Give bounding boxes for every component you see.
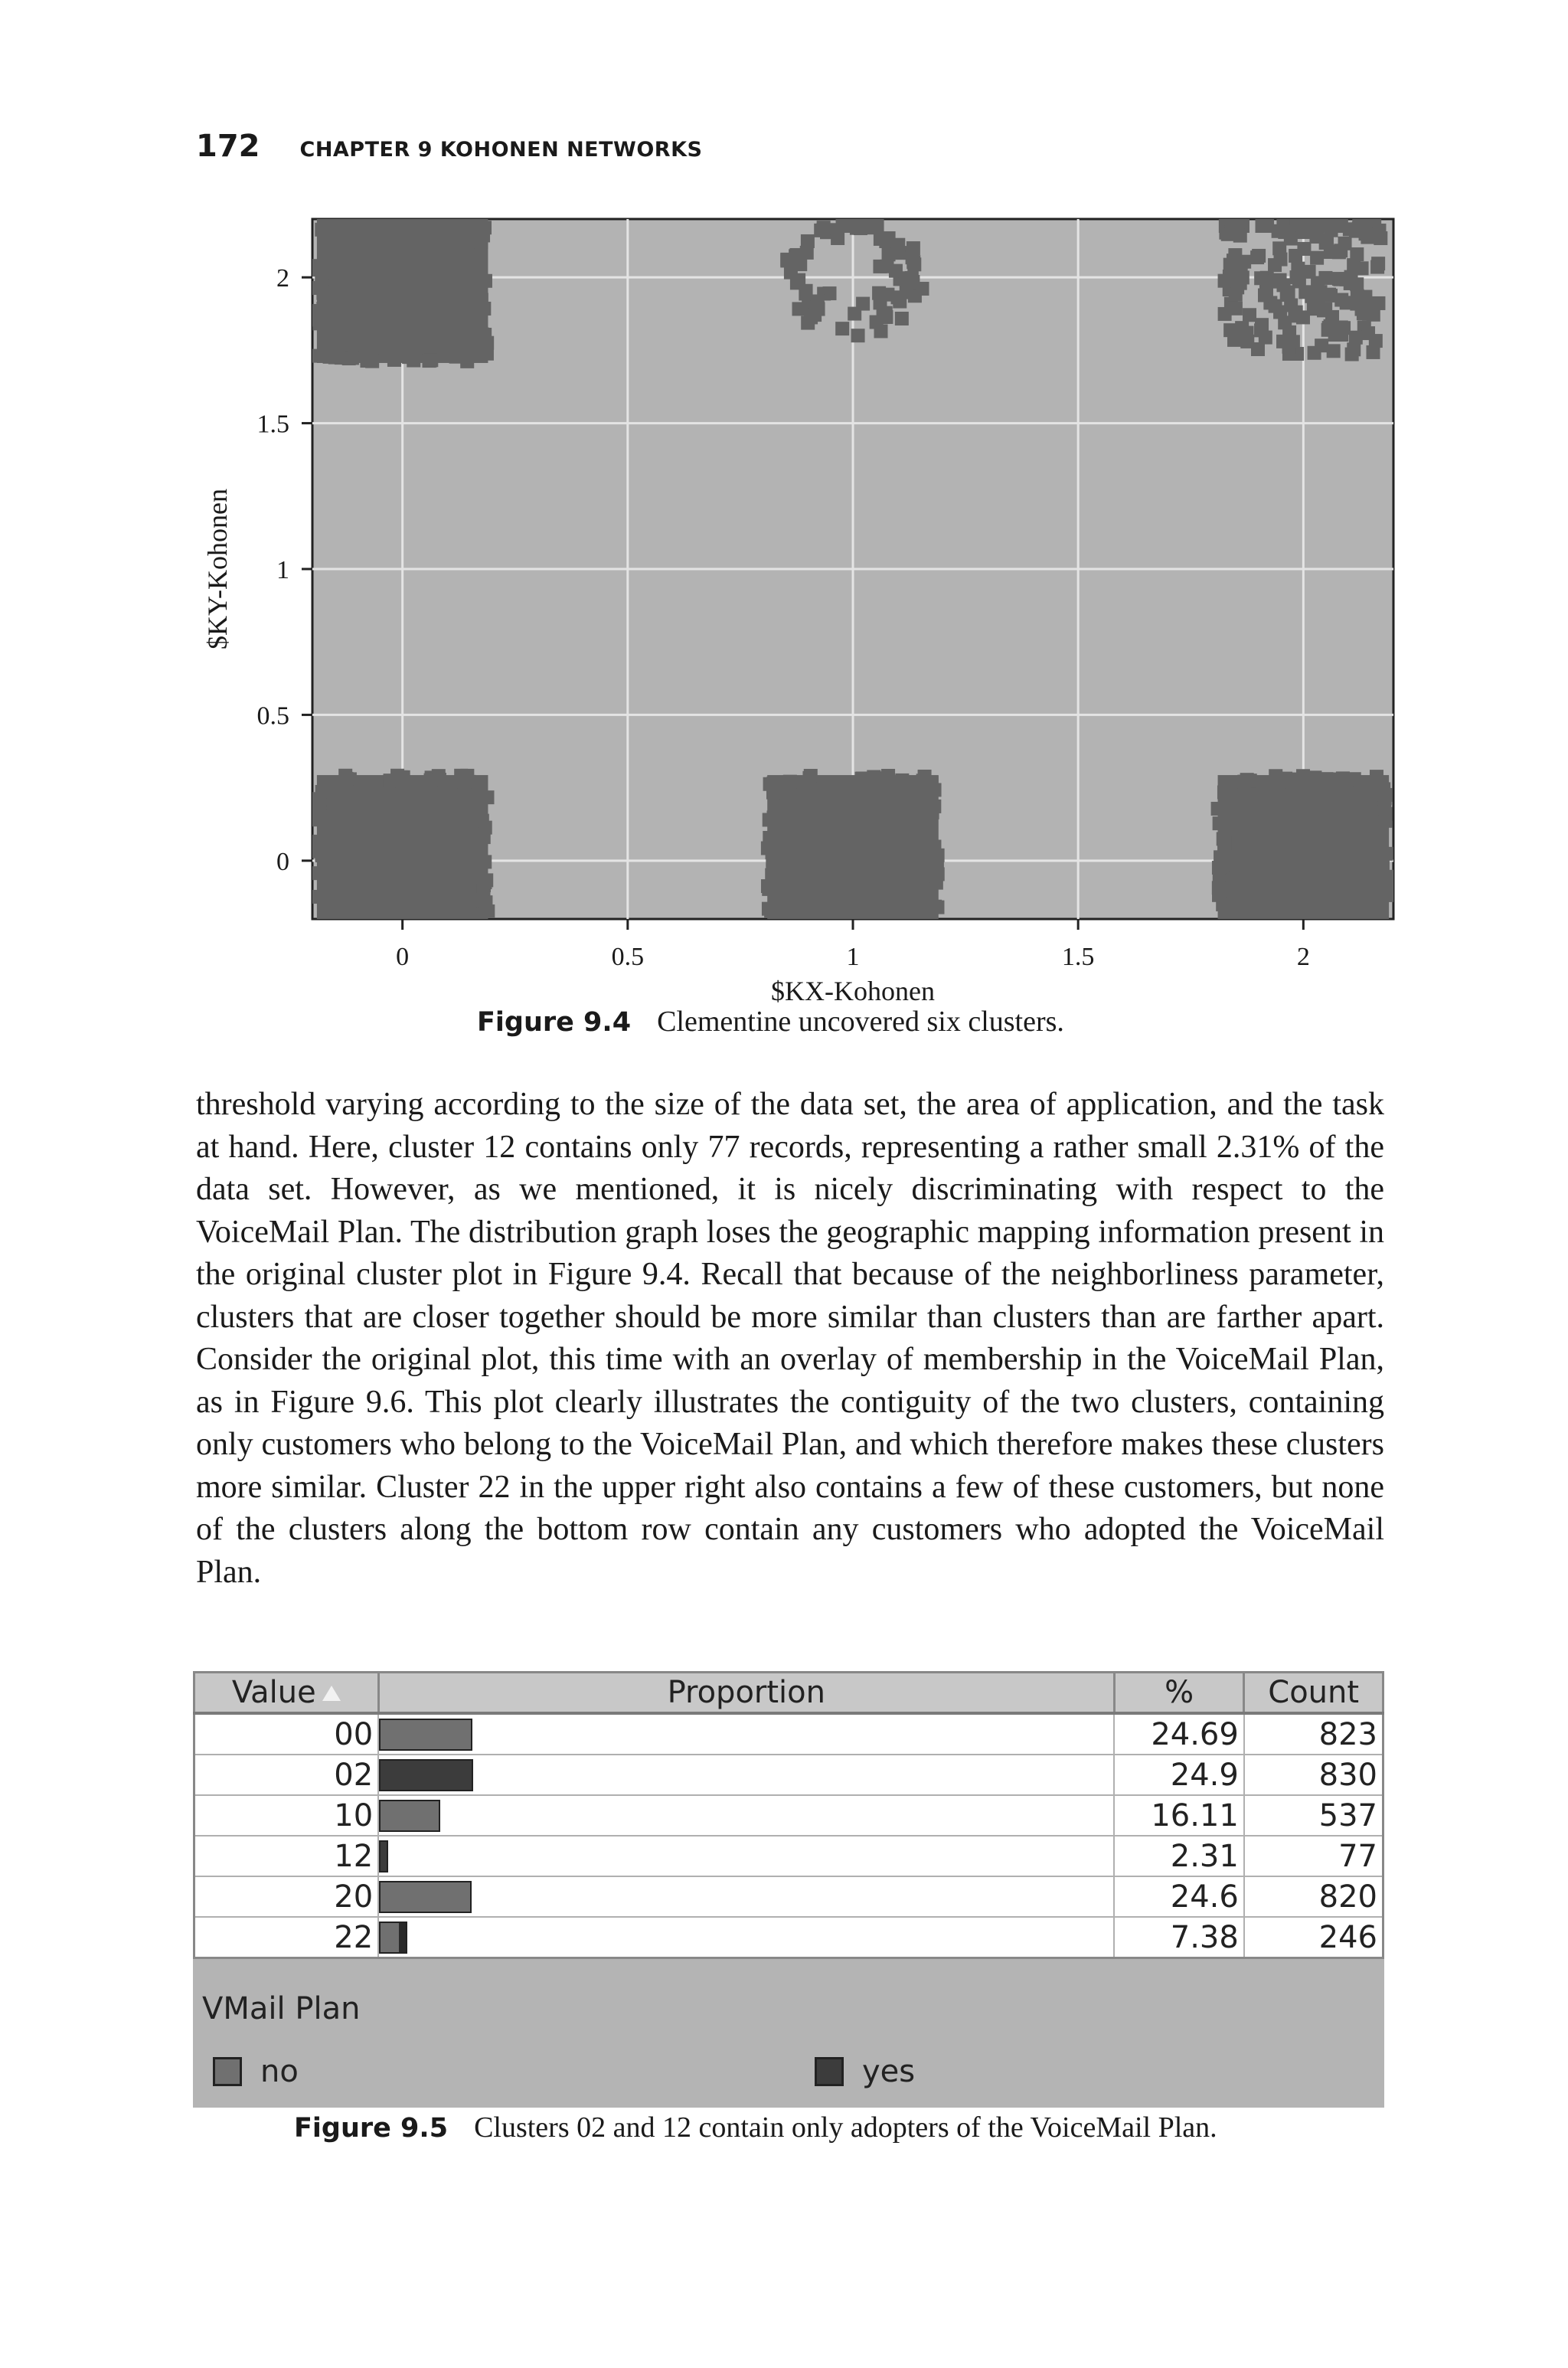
cluster-point	[854, 905, 867, 919]
cluster-point	[776, 905, 789, 919]
cluster-point	[475, 328, 489, 342]
legend-swatch-no	[213, 2057, 242, 2086]
cluster-point	[891, 246, 905, 260]
cluster-point	[1282, 286, 1295, 299]
cluster-point	[1292, 905, 1305, 919]
y-tick-label: 1	[276, 556, 289, 584]
cluster-point	[1368, 905, 1382, 919]
cluster-point	[315, 223, 328, 237]
cluster-point	[1261, 905, 1275, 919]
cluster-point	[387, 353, 401, 367]
cluster-point	[1347, 258, 1361, 272]
cluster-point-mass	[317, 219, 488, 363]
cluster-point	[1214, 850, 1227, 864]
cluster-point	[1349, 331, 1363, 345]
cell-count: 537	[1244, 1795, 1383, 1836]
cluster-point	[312, 349, 326, 363]
cluster-10	[761, 769, 945, 919]
table-header-row	[194, 1673, 1383, 1714]
cluster-point	[1341, 905, 1355, 919]
cluster-point	[333, 219, 347, 233]
cluster-point	[315, 849, 329, 862]
cluster-point	[1325, 905, 1339, 919]
cluster-00	[312, 769, 495, 919]
cluster-point	[1344, 276, 1357, 290]
cell-value: 12	[194, 1836, 379, 1876]
cell-proportion	[378, 1917, 1114, 1958]
cell-proportion	[378, 1836, 1114, 1876]
cell-value: 02	[194, 1755, 379, 1795]
cell-count: 77	[1244, 1836, 1383, 1876]
cluster-point	[1308, 346, 1321, 360]
cluster-point	[312, 866, 326, 880]
cluster-point-mass	[1218, 775, 1390, 919]
chapter-title: CHAPTER 9 KOHONEN NETWORKS	[299, 138, 703, 162]
legend-swatch-yes	[815, 2057, 844, 2086]
cluster-point	[478, 875, 492, 889]
cluster-point-mass	[767, 775, 939, 919]
cluster-point	[867, 770, 880, 783]
cluster-point	[458, 219, 472, 233]
caption-text: Clementine uncovered six clusters.	[657, 1006, 1064, 1038]
cluster-point	[870, 316, 884, 329]
figure-9-4-caption	[477, 1005, 1064, 1038]
cluster-point	[379, 905, 393, 919]
y-tick-label: 0	[276, 847, 289, 876]
cluster-point	[1380, 888, 1393, 902]
cluster-point	[360, 354, 374, 368]
cluster-point	[1269, 299, 1282, 313]
cluster-point	[1240, 335, 1254, 348]
cluster-point	[422, 354, 436, 368]
cluster-point	[1310, 251, 1324, 265]
cluster-point	[1269, 769, 1282, 783]
cluster-point	[905, 271, 919, 285]
y-tick-label: 1.5	[256, 410, 289, 439]
column-header-percent[interactable]: %	[1114, 1673, 1243, 1714]
cluster-point	[1229, 324, 1243, 338]
table-row[interactable]	[194, 1755, 1383, 1795]
cluster-point	[1370, 260, 1384, 274]
cluster-point	[895, 774, 909, 787]
table-row[interactable]	[194, 1795, 1383, 1836]
cluster-point	[477, 302, 491, 316]
cluster-point	[1217, 832, 1230, 845]
cluster-point	[479, 274, 492, 288]
cluster-02	[312, 219, 494, 368]
proportion-bar	[379, 1881, 472, 1913]
cluster-point	[1345, 348, 1359, 361]
cluster-point	[435, 219, 449, 233]
cluster-point-mass	[317, 775, 488, 919]
x-tick-label: 0	[396, 943, 410, 971]
cluster-point	[476, 828, 490, 842]
cluster-point	[478, 855, 492, 868]
cluster-point	[1255, 318, 1269, 332]
table-row[interactable]	[194, 1917, 1383, 1958]
cluster-point	[1252, 249, 1266, 263]
cluster-point	[383, 219, 397, 233]
cluster-point	[480, 790, 494, 804]
cluster-point	[1229, 302, 1243, 316]
cluster-point	[437, 905, 451, 919]
cluster-point	[874, 232, 887, 246]
cluster-point	[871, 219, 884, 233]
cluster-point	[1379, 807, 1393, 821]
cluster-point	[808, 308, 822, 322]
cluster-point	[930, 861, 944, 875]
caption-label: Figure 9.4	[477, 1007, 632, 1038]
cluster-point	[1327, 344, 1341, 358]
cluster-point	[814, 224, 828, 237]
cluster-20	[1211, 769, 1393, 919]
cluster-point	[895, 312, 909, 325]
cluster-point	[801, 234, 815, 248]
cluster-point	[1254, 271, 1268, 285]
cluster-point	[761, 842, 775, 855]
cell-percent: 7.38	[1114, 1917, 1243, 1958]
cluster-point	[312, 806, 326, 819]
cluster-point	[312, 890, 326, 904]
proportion-bar	[379, 1719, 472, 1751]
table-row[interactable]	[194, 1713, 1383, 1755]
cluster-point	[855, 772, 869, 786]
cluster-point	[1224, 905, 1238, 919]
cluster-point	[480, 347, 494, 361]
proportion-bar	[379, 1840, 387, 1872]
kohonen-scatter-plot	[184, 207, 1409, 1011]
cluster-point	[1234, 260, 1248, 274]
cell-percent: 24.6	[1114, 1876, 1243, 1917]
scatter-svg	[184, 207, 1409, 1011]
cell-count: 246	[1244, 1917, 1383, 1958]
cell-count: 823	[1244, 1713, 1383, 1755]
legend-label-no: no	[260, 2054, 299, 2089]
cluster-point	[452, 905, 466, 919]
cluster-point	[1291, 262, 1305, 276]
running-head	[196, 129, 702, 175]
cluster-point	[1376, 858, 1390, 872]
cluster-point	[403, 219, 416, 233]
cluster-point	[763, 777, 777, 791]
y-tick-label: 2	[276, 264, 289, 293]
cluster-point	[1211, 802, 1225, 816]
cell-value: 10	[194, 1795, 379, 1836]
cluster-point	[854, 221, 867, 235]
cluster-point	[1359, 227, 1373, 240]
cluster-point	[927, 800, 941, 813]
proportion-bar	[379, 1759, 473, 1791]
cluster-point	[918, 770, 932, 783]
cluster-point	[1308, 770, 1321, 784]
proportion-bar	[379, 1800, 439, 1832]
cell-percent: 24.69	[1114, 1713, 1243, 1755]
cluster-point	[767, 810, 781, 824]
cluster-point	[900, 905, 914, 919]
cell-proportion	[378, 1795, 1114, 1836]
cluster-point	[1339, 773, 1353, 787]
cluster-point	[312, 793, 326, 806]
caption-text: Clusters 02 and 12 contain only adopters of the VoiceMail Plan.	[474, 2111, 1217, 2144]
cell-proportion	[378, 1876, 1114, 1917]
cell-value: 00	[194, 1713, 379, 1755]
x-axis-label: $KX-Kohonen	[771, 976, 935, 1006]
cluster-point	[792, 273, 805, 287]
cluster-point	[1284, 232, 1298, 246]
cell-percent: 2.31	[1114, 1836, 1243, 1876]
x-tick-label: 1	[846, 943, 860, 971]
sort-ascending-icon	[322, 1686, 341, 1701]
legend-item-yes	[815, 2054, 915, 2089]
cluster-point	[1296, 225, 1310, 239]
cluster-point	[384, 774, 397, 787]
cluster-point	[1213, 816, 1227, 830]
cluster-point	[835, 322, 849, 335]
cluster-point	[802, 771, 816, 785]
cluster-point	[355, 219, 369, 233]
cluster-point	[879, 771, 893, 785]
y-tick-label: 0.5	[256, 702, 289, 731]
cluster-point	[1343, 222, 1357, 236]
cluster-point	[345, 351, 359, 365]
cluster-point	[1212, 881, 1226, 895]
cluster-point	[1259, 283, 1273, 297]
cluster-point	[328, 351, 342, 365]
cluster-point	[1337, 321, 1351, 335]
cluster-point	[1259, 331, 1272, 345]
cluster-point	[872, 286, 886, 300]
cluster-point	[1324, 245, 1338, 259]
cluster-point	[792, 302, 806, 316]
column-header-value[interactable]: Value	[194, 1673, 379, 1714]
cluster-point	[851, 329, 865, 342]
table-row[interactable]	[194, 1876, 1383, 1917]
cell-percent: 24.9	[1114, 1755, 1243, 1795]
cluster-point	[416, 905, 430, 919]
cluster-point	[1290, 773, 1304, 787]
cluster-point	[454, 769, 468, 783]
x-tick-label: 0.5	[611, 943, 645, 971]
cell-percent: 16.11	[1114, 1795, 1243, 1836]
cluster-point	[1268, 258, 1282, 272]
cluster-point	[841, 219, 854, 233]
cluster-point	[789, 248, 803, 262]
cluster-point	[795, 905, 808, 919]
cluster-point	[1245, 905, 1259, 919]
cluster-point	[821, 905, 835, 919]
cluster-point	[766, 853, 779, 867]
cluster-point	[1286, 335, 1300, 348]
cluster-point	[765, 868, 779, 882]
y-axis-label: $KY-Kohonen	[202, 489, 233, 649]
body-paragraph: threshold varying according to the size of the data set, the area of application, and the task at hand. Here, cluster 12 contains only 77 records, representing a rather small 2.31% of the data set. However, as we mentioned, it is nicely discriminating with respect to the VoiceMail Plan. The distribution graph loses the geographic mapping information present in the original cluster plot in Figure 9.4. Recall that because of the neighborliness parameter, clusters that are closer together should be more similar than clusters than are farther apart. Consider the original plot, this time with an overlay of membership in the VoiceMail Plan, as in Figure 9.6. This plot clearly illustrates the contiguity of the two clusters, containing only customers who belong to the VoiceMail Plan, and which therefore makes these clusters more similar. Cluster 22 in the upper right also contains a few of these customers, but none of the clusters along the bottom row contain any customers who adopted the VoiceMail Plan.	[196, 1087, 1384, 1590]
cluster-point	[347, 905, 361, 919]
cell-value: 20	[194, 1876, 379, 1917]
cluster-point	[1243, 774, 1257, 787]
cluster-point	[460, 355, 474, 368]
x-tick-label: 1.5	[1061, 943, 1095, 971]
caption-label: Figure 9.5	[294, 2113, 449, 2144]
cluster-point	[405, 905, 419, 919]
cluster-point	[478, 221, 492, 234]
cluster-point	[1307, 905, 1321, 919]
cluster-point	[312, 835, 326, 849]
column-header-count[interactable]: Count	[1244, 1673, 1383, 1714]
cluster-point	[474, 235, 488, 249]
cluster-point	[393, 905, 407, 919]
cluster-point	[856, 297, 870, 311]
cluster-point	[315, 266, 329, 280]
cluster-point	[928, 900, 942, 914]
cluster-point	[783, 775, 797, 789]
column-header-proportion[interactable]: Proportion	[378, 1673, 1114, 1714]
x-tick-label: 2	[1296, 943, 1310, 971]
table-body	[194, 1713, 1383, 1958]
legend-title: VMail Plan	[202, 1991, 361, 2026]
cluster-point	[335, 905, 348, 919]
cluster-point	[1372, 224, 1386, 237]
cluster-point	[1370, 770, 1383, 783]
cluster-point	[1278, 316, 1292, 329]
cell-proportion	[378, 1755, 1114, 1795]
cluster-point	[1378, 788, 1392, 802]
cluster-point	[1217, 786, 1231, 800]
table-row[interactable]	[194, 1836, 1383, 1876]
cluster-distribution-table	[193, 1671, 1384, 2108]
cluster-point	[1322, 219, 1336, 233]
cluster-point	[402, 350, 416, 364]
cluster-point	[1314, 285, 1328, 299]
cluster-point	[1225, 221, 1239, 234]
cluster-point	[312, 312, 326, 326]
legend-item-no	[213, 2054, 299, 2089]
cluster-point	[1366, 345, 1380, 359]
cluster-point	[1297, 242, 1311, 256]
page-number: 172	[196, 129, 260, 164]
cell-count: 830	[1244, 1755, 1383, 1795]
cluster-point	[433, 773, 446, 787]
cluster-point	[1350, 297, 1364, 311]
cell-count: 820	[1244, 1876, 1383, 1917]
cluster-point	[316, 286, 330, 300]
figure-9-5-caption	[294, 2111, 1217, 2144]
cluster-point	[1338, 237, 1352, 250]
cluster-point	[1260, 219, 1274, 233]
legend-label-yes: yes	[862, 2054, 916, 2089]
cluster-point	[1334, 293, 1348, 307]
cluster-point	[907, 257, 921, 271]
cell-value: 22	[194, 1917, 379, 1958]
cluster-point	[395, 775, 409, 789]
cluster-point	[481, 904, 495, 918]
cluster-point	[878, 905, 892, 919]
distribution-table	[193, 1671, 1384, 1959]
proportion-bar	[379, 1922, 407, 1954]
cell-proportion	[378, 1713, 1114, 1755]
cluster-point	[1243, 308, 1256, 322]
cluster-point	[338, 769, 352, 783]
cluster-point	[1298, 285, 1312, 299]
